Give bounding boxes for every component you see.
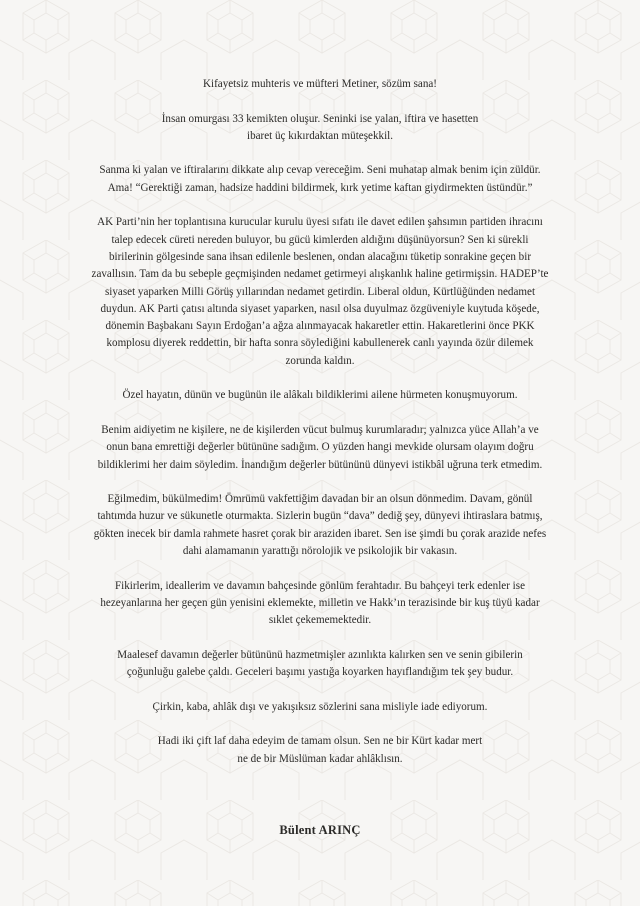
paragraph-line: Fikirlerim, ideallerim ve davamın bahçesinde gönlüm ferahtadır. Bu bahçeyi terk edenler ise: [114, 579, 526, 592]
paragraph-line: Eğilmedim, bükülmedim! Ömrümü vakfettiğim davadan bir an olsun dönmedim. Davam, gönül: [107, 493, 533, 506]
paragraph-line: zorunda kaldın.: [285, 354, 355, 367]
paragraph-line: Hadi iki çift laf daha edeyim de tamam olsun. Sen ne bir Kürt kadar mert: [157, 735, 483, 748]
paragraph-line: zavallısın. Tam da bu sebeple geçmişinden nedamet getirmeyi alışkanlık haline getirmişsin. HADEP’te: [91, 268, 549, 281]
paragraph-line: Benim aidiyetim ne kişilere, ne de kişilerden vücut bulmuş kurumlaradır; yalnızca yüce Allah’a ve: [101, 423, 539, 436]
signature: Bülent ARINÇ: [279, 823, 361, 837]
paragraph-line: onun bana emrettiği değerler bütününe sadığım. O yüzden hangi mevkide olursam olayım doğru: [106, 441, 534, 454]
paragraph-line: Sanma ki yalan ve iftiralarını dikkate alıp cevap vereceğim. Seni muhatap almak benim için züldür.: [99, 164, 541, 177]
letter-paragraph: [56, 647, 584, 682]
paragraph-line: gökten inecek bir damla rahmete hasret çorak bir araziden ibaret. Sen ise şimdi bu çorak arazide nefes: [93, 527, 547, 540]
letter-paragraph: [56, 214, 584, 370]
paragraph-line: dönemin Başbakanı Sayın Erdoğan’a ağza alınmayacak hakaretler ettin. Hakaretlerini önce PKK: [105, 320, 535, 333]
paragraph-line: ne de bir Müslüman kadar ahlâklısın.: [237, 752, 403, 765]
paragraph-line: İnsan omurgası 33 kemikten oluşur. Seninki ise yalan, iftira ve hasetten: [161, 112, 479, 125]
letter-paragraph: [56, 111, 584, 146]
paragraph-line: komplosu diyerek reddettin, bir hafta sonra söylediğini kabullenerek canlı yayında özür dilemek: [106, 337, 534, 350]
paragraph-line: dahi alamamanın yarattığı nörolojik ve psikolojik bir vakasın.: [182, 545, 458, 558]
paragraph-line: sıklet çekememektedir.: [268, 614, 372, 627]
paragraph-line: ibaret üç kıkırdaktan müteşekkil.: [246, 129, 394, 142]
letter-paragraph: [56, 422, 584, 474]
letter-paragraph: [56, 699, 584, 716]
paragraph-line: Maalesef davamın değerler bütününü hazmetmişler azınlıkta kalırken sen ve senin gibilerin: [117, 648, 523, 661]
letter-paragraph: [56, 733, 584, 768]
letter-body: [56, 76, 584, 785]
paragraph-line: duydun. AK Parti çatısı altında siyaset yaparken, nasıl olsa duyulmaz özgüveniyle kuytuda köşede,: [100, 302, 540, 315]
paragraph-line: çoğunluğu galebe çaldı. Geceleri başımı yastığa koyarken hayıflandığım tek şey budur.: [126, 666, 514, 679]
paragraph-line: AK Parti’nin her toplantısına kurucular kurulu üyesi sıfatı ile davet edilen şahsımın partiden ihracını: [97, 216, 543, 229]
letter-paragraph: [56, 491, 584, 560]
paragraph-line: birilerinin gölgesinde sana ihsan edilenle beslenen, ondan alacağını tüketip sonrakine geçen bir: [108, 250, 532, 263]
letter-paragraph: [56, 578, 584, 630]
paragraph-line: talep edecek cüreti nereden buluyor, bu gücü kimlerden aldığını düşünüyorsun? Sen ki sürekli: [111, 233, 529, 246]
letter-paragraph: [56, 387, 584, 404]
paragraph-line: Kifayetsiz muhteris ve müfteri Metiner, sözüm sana!: [203, 78, 437, 90]
letter-paragraph: [56, 162, 584, 197]
paragraph-line: Özel hayatın, dünün ve bugünün ile alâkalı bildiklerimi ailene hürmeten konuşmuyorum.: [122, 389, 518, 402]
letter-paragraph: [56, 76, 584, 93]
paragraph-line: bildiklerimi her daim söyledim. İnandığım değerler bütününü dünyevi istikbâl uğruna terk etmedim.: [97, 458, 543, 471]
paragraph-line: hezeyanlarına her geçen gün yenisini eklemekte, milletin ve Hakk’ın terazisinde bir kuş tüyü kadar: [100, 596, 540, 609]
paragraph-line: tahtımda huzur ve sükunetle oturmakta. Sizlerin bugün “dava” dediğ şey, dünyevi ihtiraslara batmış,: [97, 510, 543, 523]
paragraph-line: siyaset yaparken Milli Görüş yıllarından nedamet getirdin. Liberal oldun, Kürtlüğünden nedamet: [104, 285, 536, 298]
paragraph-line: Ama! “Gerektiği zaman, hadsize haddini bildirmek, kırk yetime kaftan giydirmekten üstündür.”: [107, 181, 533, 194]
paragraph-line: Çirkin, kaba, ahlâk dışı ve yakışıksız sözlerini sana misliyle iade ediyorum.: [152, 700, 488, 713]
